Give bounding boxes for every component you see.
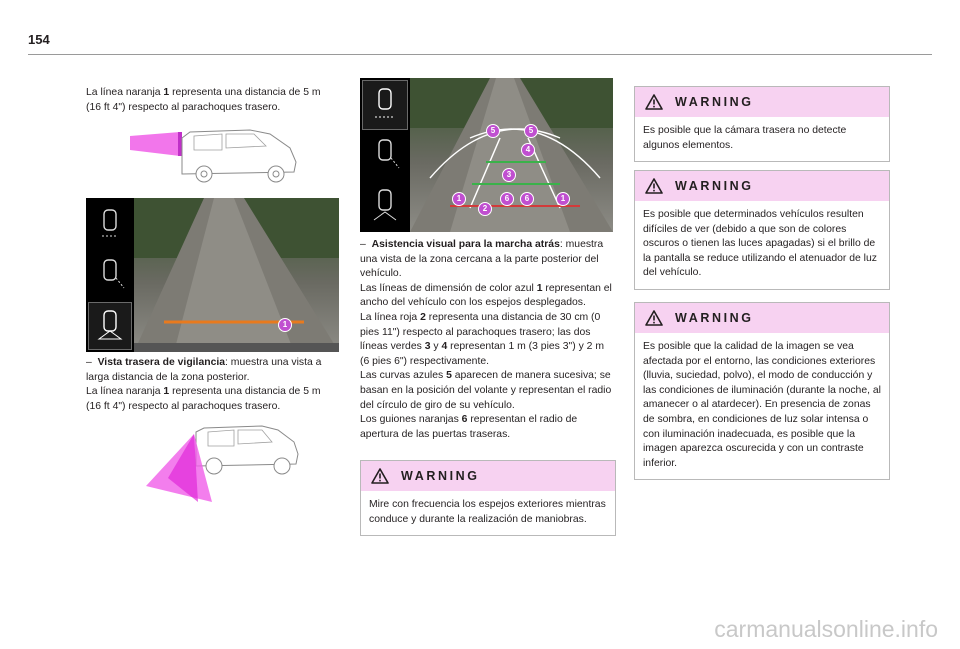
camera-marker-6b: 6 — [520, 192, 534, 206]
warning-title: WARNING — [675, 179, 754, 193]
camera-marker-1-right: 1 — [556, 192, 570, 206]
car-side-illustration-cone — [142, 424, 302, 506]
warning-header — [635, 171, 889, 201]
camera-marker-5b: 5 — [524, 124, 538, 138]
warning-title: WARNING — [675, 95, 754, 109]
car-side-illustration-long-range — [130, 124, 302, 188]
view-mode-icon-bottom-selected — [88, 302, 132, 350]
column-2 — [360, 238, 616, 442]
orange-line-description: La línea naranja 1 representa una distancia de 5 m (16 ft 4") respecto al parachoques trasero. — [86, 386, 321, 412]
blue-curves-description: Las curvas azules 5 aparecen de manera sucesiva; se basan en la posición del volante y representan el radio del círculo de giro de su vehículo. — [360, 370, 612, 411]
camera-marker-1: 1 — [278, 318, 292, 332]
warning-box-dark-vehicles — [634, 170, 890, 290]
warning-triangle-icon — [645, 178, 663, 194]
camera-marker-2: 2 — [478, 202, 492, 216]
red-green-lines-description: La línea roja 2 representa una distancia de 30 cm (0 pies 11") respecto al parachoques trasero; las dos líneas verdes 3 y 4 representan 1 m (3 pies 3") y 2 m (6 pies 6") respectivamente. — [360, 311, 604, 367]
warning-header — [635, 87, 889, 117]
view-mode-icon-bottom — [366, 184, 404, 228]
view-mode-icon-middle — [92, 254, 128, 296]
watermark: carmanualsonline.info — [714, 616, 938, 642]
warning-header — [635, 303, 889, 333]
bullet-reversing-aid: – Asistencia visual para la marcha atrás: muestra una vista de la zona cercana a la parte posterior del vehículo. — [360, 239, 604, 280]
camera-marker-4: 4 — [521, 143, 535, 157]
warning-text: Es posible que la cámara trasera no detecte algunos elementos. — [643, 125, 847, 151]
view-mode-icon-middle — [366, 134, 404, 178]
camera-screen-long-range — [86, 198, 339, 352]
warning-title: WARNING — [401, 469, 480, 483]
warning-triangle-icon — [371, 468, 389, 484]
warning-header — [361, 461, 615, 491]
camera-marker-5a: 5 — [486, 124, 500, 138]
warning-text: Mire con frecuencia los espejos exteriores mientras conduce y durante la realización de maniobras. — [369, 499, 606, 525]
warning-box-image-quality — [634, 302, 890, 480]
camera-screen-reversing-aid — [360, 78, 613, 232]
camera-marker-3: 3 — [502, 168, 516, 182]
view-mode-icon-top-selected — [362, 80, 408, 130]
warning-box-detection — [634, 86, 890, 162]
view-mode-icon-top — [92, 204, 128, 246]
warning-box-mirrors — [360, 460, 616, 536]
camera-marker-6a: 6 — [500, 192, 514, 206]
warning-triangle-icon — [645, 94, 663, 110]
top-divider — [28, 54, 932, 55]
column-1-lower — [86, 356, 338, 414]
blue-lines-description: Las líneas de dimensión de color azul 1 representan el ancho del vehículo con los espejos desplegados. — [360, 282, 612, 309]
warning-title: WARNING — [675, 311, 754, 325]
warning-text: Es posible que la calidad de la imagen se vea afectada por el entorno, las condiciones exteriores (lluvia, suciedad, polvo), el modo de conducción y las condiciones de iluminación (durante la noche, al amanecer o al atardecer). En presencia de zonas de sombra, en condiciones de luz solar intensa o con iluminación inadecuada, es posible que la imagen aparezca oscurecida y con un contraste inferior. — [643, 341, 881, 469]
camera-marker-1-left: 1 — [452, 192, 466, 206]
warning-triangle-icon — [645, 310, 663, 326]
intro-paragraph: La línea naranja 1 representa una distancia de 5 m (16 ft 4") respecto al parachoques trasero. — [86, 87, 321, 113]
column-1 — [86, 86, 338, 115]
page-number: 154 — [28, 32, 50, 47]
bullet-long-range: – Vista trasera de vigilancia: muestra una vista a larga distancia de la zona posterior. — [86, 357, 322, 383]
warning-text: Es posible que determinados vehículos resulten difíciles de ver (debido a que son de colores oscuros o tienen las luces apagadas) si el brillo de la pantalla se reduce utilizando el atenuador de luz del vehículo. — [643, 209, 877, 279]
orange-dashes-description: Los guiones naranjas 6 representan el radio de apertura de las puertas traseras. — [360, 414, 578, 440]
